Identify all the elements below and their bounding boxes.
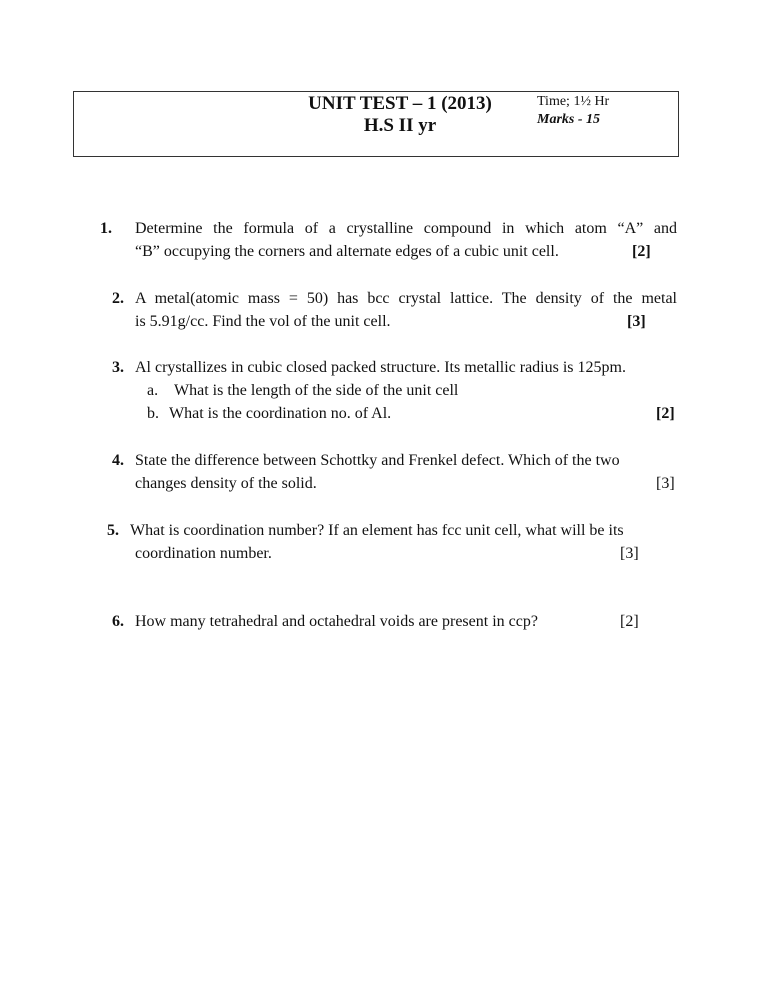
question-text-line: A metal(atomic mass = 50) has bcc crystal lattice. The density of the metal [135,290,677,307]
time-label: Time; 1½ Hr [537,94,610,109]
question-marks: [2] [632,243,651,260]
subpart-text: What is the coordination no. of Al. [169,405,392,422]
question-2 [112,287,678,337]
question-text-line: Determine the formula of a crystalline compound in which atom “A” and [135,220,677,237]
question-text-line: “B” occupying the corners and alternate edges of a cubic unit cell. [135,243,559,260]
question-6 [112,610,678,636]
question-number: 1. [100,220,112,237]
question-text-line: changes density of the solid. [135,475,317,492]
test-title: UNIT TEST – 1 (2013) [308,93,492,114]
subpart-label: b. [147,405,159,422]
question-marks: [3] [627,313,646,330]
test-title-block [270,93,530,137]
question-text-line: is 5.91g/cc. Find the vol of the unit cell. [135,313,391,330]
question-text-line: coordination number. [135,545,272,562]
question-text-line: What is coordination number? If an element has fcc unit cell, what will be its [130,522,624,539]
question-marks: [2] [620,613,639,630]
question-5 [107,519,678,569]
question-marks: [3] [656,475,675,492]
question-text-line: State the difference between Schottky and Frenkel defect. Which of the two [135,452,620,469]
question-number: 3. [112,359,124,376]
subpart-label: a. [147,382,159,399]
question-number: 4. [112,452,124,469]
test-meta [537,93,609,129]
question-text-line: Al crystallizes in cubic closed packed structure. Its metallic radius is 125pm. [135,359,626,376]
question-text-line: How many tetrahedral and octahedral voids are present in ccp? [135,613,538,630]
question-marks: [2] [656,405,675,422]
question-number: 5. [107,522,119,539]
question-3 [112,356,678,428]
question-number: 6. [112,613,124,630]
question-number: 2. [112,290,124,307]
class-subtitle: H.S II yr [363,115,437,136]
question-4 [112,449,678,499]
marks-label: Marks - 15 [537,112,601,127]
question-marks: [3] [620,545,639,562]
question-1 [100,217,678,267]
subpart-text: What is the length of the side of the unit cell [174,382,459,399]
